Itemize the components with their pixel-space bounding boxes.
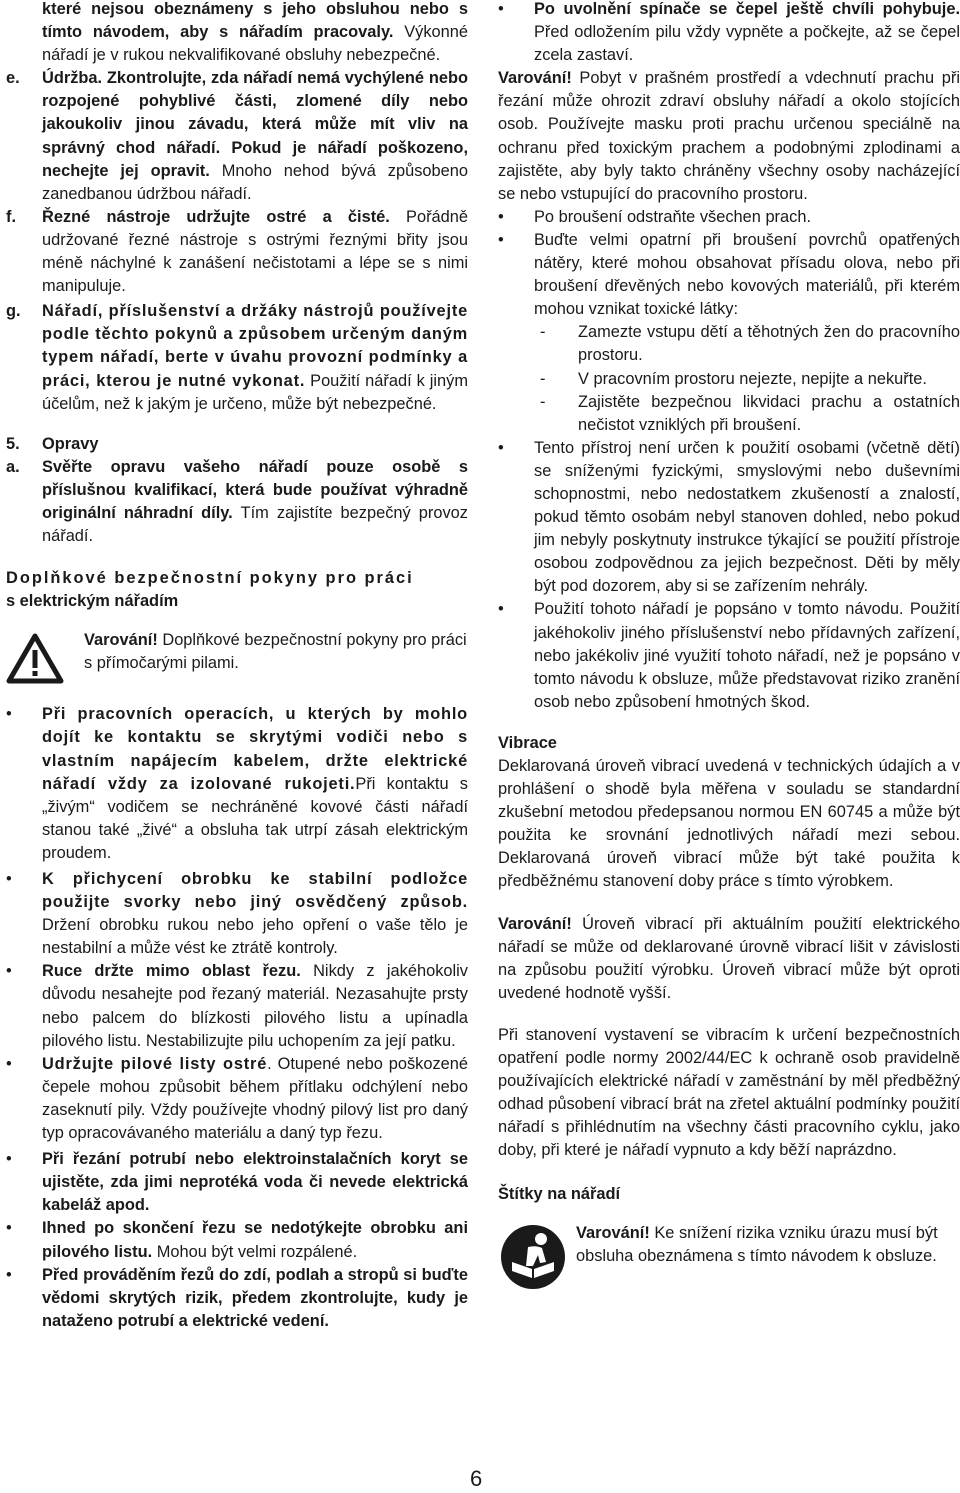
bullet-hot-blade: • Ihned po skončení řezu se nedotýkejte obrobku ani pilového listu. Mohou být velmi rozpálené. xyxy=(6,1219,468,1261)
read-manual-icon xyxy=(500,1224,566,1290)
bullet-intended-use: • Použití tohoto nářadí je popsáno v tomto návodu. Použití jakéhokoliv jiného příslušenství nebo přídavných zařízení, nebo jakékoliv jiné využití tohoto nářadí, než je popsáno v tomto návodu k obsluze, může představovat riziko zranění osob nebo způsobení hmotných škod. xyxy=(498,600,960,711)
bullet-switch-release: • Po uvolnění spínače se čepel ještě chvíli pohybuje. Před odložením pilu vždy vypněte a počkejte, až se čepel zcela zastaví. xyxy=(498,0,960,65)
item-d-continued: které nejsou obeznámeny s jeho obsluhou nebo s tímto návodem, aby s nářadím pracovaly. Výkonné nářadí je v rukou nekvalifikované obsluhy nebezpečné. xyxy=(42,0,468,65)
dash-no-eating: - V pracovním prostoru nejezte, nepijte a nekuřte. xyxy=(540,369,927,388)
bullet-lead-paint: • Buďte velmi opatrní při broušení povrchů opatřených nátěry, které mohou obsahovat přísadu olova, nebo při broušení dřevěných nebo kovových materiálů, při kterém mohou vznikat toxické látky: xyxy=(498,230,960,319)
dust-warning: Varování! Pobyt v prašném prostředí a vdechnutí prachu při řezání může ohrozit zdraví obsluhy nářadí a okolo stojících osob. Používejte masku proti prachu určenou speciálně na ochranu před toxickým prachem a podobnými zplodinami a zajistěte, aby byly takto chráněny všechny osoby nacházející se nebo vstupující do pracovního prostoru. xyxy=(498,69,960,203)
bullet-persons-limitations: • Tento přístroj není určen k použití osobami (včetně dětí) se sníženými fyzickými, smyslovými nebo duševními schopnostmi, nebo nedostatkem zkušeností a znalostí, pokud těmto osobám nebyl stanoven dohled, nebo pokud jim nebyly poskytnuty instrukce týkající se použití přístroje osobou zodpovědnou za jejich bezpečnost. Děti by měly být pod dozorem, aby si se zařízením nehrály. xyxy=(498,438,960,596)
bullet-sharp-blades: • Udržujte pilové listy ostré. Otupené nebo poškozené čepele mohou způsobit během přítlaku odchýlení nebo zaseknutí pily. Vždy používejte vhodný pilový list pro daný typ opracovávaného materiálu a daný typ řezu. xyxy=(6,1054,468,1143)
labels-heading: Štítky na nářadí xyxy=(498,1184,621,1203)
section-5-title: 5. Opravy xyxy=(6,434,99,453)
bullet-hidden-risks: • Před prováděním řezů do zdí, podlah a stropů si buďte vědomi skrytých rizik, předem zkontrolujte, kudy je nataženo potrubí a elektrické vedení. xyxy=(6,1265,468,1330)
supplementary-safety-heading: Doplňkové bezpečnostní pokyny pro práci s elektrickým nářadím xyxy=(6,569,414,611)
bullet-clamp-workpiece: • K přichycení obrobku ke stabilní podložce použijte svorky nebo jiný osvědčený způsob. Držení obrobku rukou nebo jeho opření o vaše tělo je nestabilní a může vést ke ztrátě kontroly. xyxy=(6,870,468,958)
saw-warning: Varování! Doplňkové bezpečnostní pokyny pro práci s přímočarými pilami. xyxy=(6,629,468,689)
vibration-warning: Varování! Úroveň vibrací při aktuálním použití elektrického nářadí se může od deklarované úrovně vibrací lišit v závislosti na způsobu použití výrobku. Úroveň vibrací může být oproti uvedené hodnotě vyšší. xyxy=(498,914,960,1002)
left-column xyxy=(6,0,468,1333)
right-column xyxy=(498,0,960,1294)
item-5a: a. Svěřte opravu vašeho nářadí pouze osobě s příslušnou kvalifikací, která bude používat výhradně originální náhradní díly. Tím zajistíte bezpečný provoz nářadí. xyxy=(6,457,468,546)
dash-dust-disposal: - Zajistěte bezpečnou likvidaci prachu a ostatních nečistot vzniklých při broušení. xyxy=(540,392,960,434)
read-manual-warning: Varování! Ke snížení rizika vzniku úrazu musí být obsluha obeznámena s tímto návodem k obsluze. xyxy=(498,1222,960,1294)
page-number: 6 xyxy=(470,1466,483,1491)
warning-triangle-icon xyxy=(6,633,64,685)
item-e: e. Údržba. Zkontrolujte, zda nářadí nemá vychýlené nebo rozpojené pohyblivé části, zlomené díly nebo jakoukoliv jinou závadu, která může mít vliv na správný chod nářadí. Pokud je nářadí poškozeno, nechejte jej opravit. Mnoho nehod bývá způsobeno zanedbanou údržbou nářadí. xyxy=(6,69,469,203)
dash-children: - Zamezte vstupu dětí a těhotných žen do pracovního prostoru. xyxy=(540,323,960,365)
item-g: g. Nářadí, příslušenství a držáky nástrojů používejte podle těchto pokynů a způsobem určeným daným typem nářadí, berte v úvahu provozní podmínky a práci, kterou je nutné vykonat. Použití nářadí k jiným účelům, než k jakým je určeno, může být nebezpečné. xyxy=(6,302,468,413)
bullet-pipes-check: • Při řezání potrubí nebo elektroinstalačních koryt se ujistěte, zda jimi neprotéká voda či nevede elektrická kabeláž apod. xyxy=(6,1150,468,1215)
vibration-exposure-paragraph: Při stanovení vystavení se vibracím k určení bezpečnostních opatření podle normy 2002/44/EC k ochraně osob pravidelně používajících elektrické nářadí v zaměstnání by měl předběžný odhad působení vibrací brát na zřetel aktuální podmínky použití nářadí s přihlédnutím na všechny části pracovního cyklu, jako doby, při které je nářadí vypnuto a kdy běží naprázdno. xyxy=(498,1025,960,1160)
bullet-remove-dust: • Po broušení odstraňte všechen prach. xyxy=(498,207,811,226)
vibration-heading: Vibrace xyxy=(498,733,557,752)
vibration-text: Deklarovaná úroveň vibrací uvedená v technických údajích a v prohlášení o shodě byla měřena v souladu se standardní zkušební metodou předepsanou normou EN 60745 a může být použita ke srovnání jednotlivých nářadí mezi sebou. Deklarovaná úroveň vibrací může být také použita k předběžnému stanovení doby práce s tímto výrobkem. xyxy=(498,757,960,891)
item-f: f. Řezné nástroje udržujte ostré a čisté. Pořádně udržované řezné nástroje s ostrými řeznými břity jsou méně náchylné k zanášení nečistotami a lépe se s nimi manipuluje. xyxy=(6,207,469,296)
bullet-hands-away: • Ruce držte mimo oblast řezu. Nikdy z jakéhokoliv důvodu nesahejte pod řezaný materiál. Nezasahujte prsty nebo palcem do blízkosti pilového listu a upínadla pilového listu. Nestabilizujte pilu uchopením za její patku. xyxy=(6,962,468,1050)
bullet-hidden-wires: • Při pracovních operacích, u kterých by mohlo dojít ke kontaktu se skrytými vodiči nebo s vlastním napájecím kabelem, držte elektrické nářadí vždy za izolované rukojeti.Při kontaktu s „živým“ vodičem se nechráněné kovové části nářadí stanou také „živé“ a obsluha tak utrpí zásah elektrickým proudem. xyxy=(6,705,469,862)
